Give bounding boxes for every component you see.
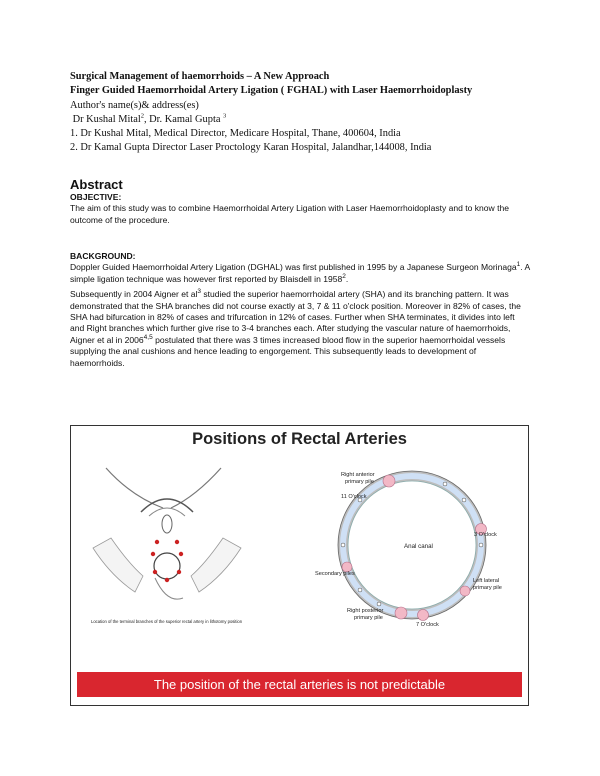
objective-text: The aim of this study was to combine Haemorrhoidal Artery Ligation with Laser Haemorrhoidoplasty and to know the outcome of the procedure. — [70, 203, 509, 225]
label-left-lateral-pile: primary pile — [473, 585, 502, 591]
author-2-sup: 3 — [223, 112, 227, 120]
clock-dot-2 — [462, 498, 466, 502]
left-buttock-shape — [93, 538, 143, 592]
author-1-sup: 2 — [140, 112, 144, 120]
right-buttock-shape — [191, 538, 241, 592]
label-7-oclock: 7 O'clock — [416, 622, 439, 628]
abstract-heading: Abstract — [70, 177, 123, 192]
background-section — [70, 251, 530, 369]
background-para-1 — [70, 262, 530, 285]
rectal-arteries-figure — [70, 425, 529, 706]
objective-label: OBJECTIVE: — [70, 192, 122, 202]
label-left-lateral: Left lateral — [473, 578, 500, 584]
label-secondary-piles: Secondary piles — [315, 571, 355, 577]
bg1-ref-2: 2 — [342, 272, 346, 280]
clock-dot-8 — [377, 602, 381, 606]
paper-header — [70, 70, 550, 156]
artery-point-3 — [151, 552, 155, 556]
bg2-text-c: postulated that there was 3 times increased blood flow in the superior haemorrhoidal vessels supplying the anal cushions and hence leading to engorgement. This subsequently leads to development of haemorrhoids. — [70, 334, 506, 368]
author-1: Dr Kushal Mital — [72, 113, 141, 125]
figure-banner: The position of the rectal arteries is not predictable — [77, 672, 522, 697]
artery-point-2 — [175, 540, 179, 544]
pile-right-anterior — [383, 475, 395, 487]
artery-point-5 — [153, 570, 157, 574]
label-3-oclock: 3 O'clock — [474, 532, 497, 538]
affiliation-1: 1. Dr Kushal Mital, Medical Director, Medicare Hospital, Thane, 400604, India — [70, 128, 401, 140]
figure-illustration — [71, 426, 529, 706]
clock-dot-8b — [358, 588, 362, 592]
label-right-posterior: Right posterior — [347, 608, 384, 614]
bg2-text-b: studied the superior haemorrhoidal artery (SHA) and its branching pattern. It was demonstrated that the SHA branches did not course exactly at 3, 7 & 11 o'clock position. Moreover in 82% of cases, the SHA had bifurcation in 82% of cases and trifurcation in 12% of cases. Further when SHA terminates, it divides into left and Right branches which further give rise to 3-4 branches each. After studying the vascular nature of haemorrhoids, Aigner et al in 2006 — [70, 289, 521, 345]
clock-dot-9 — [341, 543, 345, 547]
clock-dot-3 — [479, 543, 483, 547]
label-right-posterior-pile: primary pile — [354, 615, 383, 621]
artery-point-6 — [177, 570, 181, 574]
authors-label: Author's name(s)& address(es) — [70, 99, 199, 111]
figure-title: Positions of Rectal Arteries — [192, 430, 407, 448]
author-2: , Dr. Kamal Gupta — [143, 113, 221, 125]
bg2-text-a: Subsequently in 2004 Aigner et al — [70, 289, 198, 300]
clock-dot-1 — [443, 482, 447, 486]
bg1-ref-1: 1 — [516, 261, 521, 269]
left-caption: Location of the terminal branches of the superior rectal artery in lithotomy position — [91, 619, 243, 624]
bg1-text-c: . — [345, 273, 349, 284]
label-right-anterior: Right anterior — [341, 472, 375, 478]
anal-canal-diagram — [315, 471, 502, 628]
pile-7-oclock — [418, 610, 429, 621]
paper-title: Surgical Management of haemorrhoids – A New Approach — [70, 71, 330, 82]
paper-subtitle: Finger Guided Haemorrhoidal Artery Ligation ( FGHAL) with Laser Haemorrhoidoplasty — [70, 85, 473, 97]
objective-section — [70, 192, 530, 226]
author-line — [70, 113, 550, 127]
anus-ring — [154, 553, 180, 579]
bg1-text-a: Doppler Guided Haemorrhoidal Artery Ligation (DGHAL) was first published in 1995 by a Japanese Surgeon Morinaga — [70, 262, 517, 273]
label-anal-canal: Anal canal — [404, 543, 433, 550]
vulva-shape — [162, 515, 172, 533]
pile-secondary-2 — [460, 586, 470, 596]
background-label: BACKGROUND: — [70, 251, 136, 261]
bg2-ref-2: 4,5 — [143, 334, 153, 341]
bg2-ref-1: 3 — [197, 288, 201, 296]
coccyx-line — [155, 578, 183, 599]
label-11-oclock: 11 O'clock — [341, 494, 367, 500]
pile-right-posterior — [395, 607, 407, 619]
label-primary-pile-top: primary pile — [345, 479, 374, 485]
background-para-2 — [70, 289, 530, 369]
artery-point-1 — [155, 540, 159, 544]
perineum-arc — [141, 499, 193, 512]
bg1-text-b: . A simple ligation technique was however first reported by Blaisdell in 1958 — [70, 262, 530, 284]
artery-point-4 — [179, 552, 183, 556]
affiliation-2: 2. Dr Kamal Gupta Director Laser Proctology Karan Hospital, Jalandhar,144008, India — [70, 142, 432, 154]
artery-point-7 — [165, 578, 169, 582]
lithotomy-drawing — [91, 468, 243, 624]
